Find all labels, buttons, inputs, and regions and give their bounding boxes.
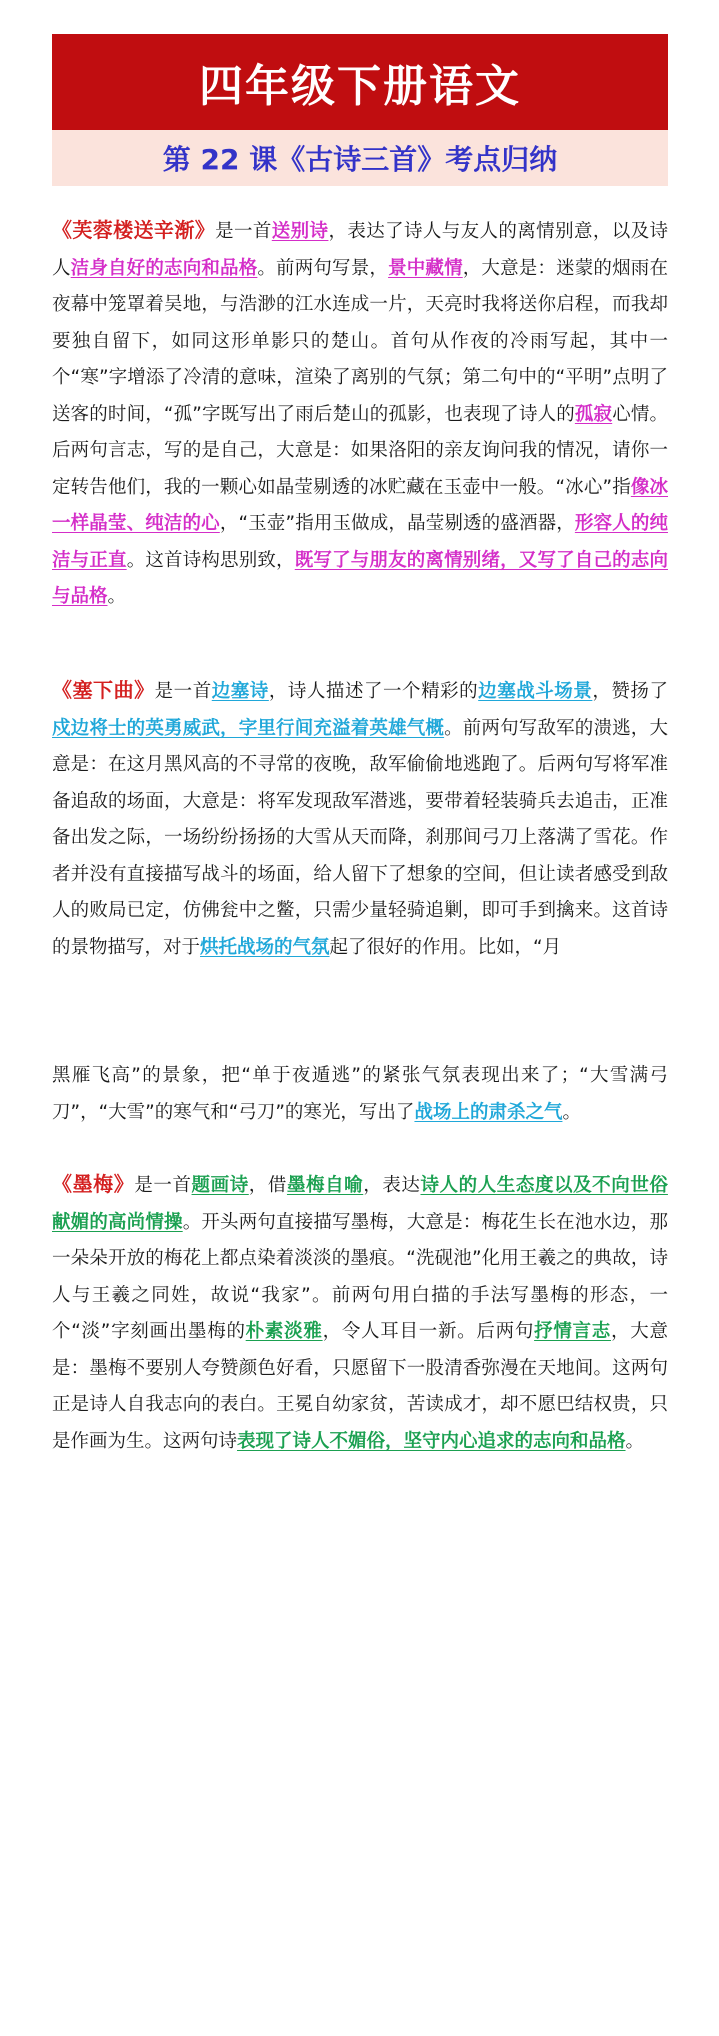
body-text: 。这首诗构思别致，: [126, 549, 295, 571]
body-text: ，大意是：迷蒙的烟雨在夜幕中笼罩着吴地，与浩渺的江水连成一片，天亮时我将送你启程，而我却要独自留下，如同这形单影只的楚山。首句从作夜的冷雨写起，其中一个“寒”字增添了冷清的意味，渲染了离别的气氛；第二句中的“平明”点明了送客的时间，“孤”字既写出了雨后楚山的孤影，也表现了诗人的: [52, 257, 668, 425]
key-point: 景中藏情: [388, 257, 463, 279]
poem-section-momei: [52, 1166, 668, 1460]
body-text: 。: [107, 586, 127, 607]
page-subtitle: 第 22 课《古诗三首》考点归纳: [52, 130, 668, 186]
body-text: ，借: [248, 1175, 287, 1196]
body-text: 。开头两句直接描写墨梅，大意是：梅花生长在池水边，那一朵朵开放的梅花上都点染着淡淡的墨痕。“洗砚池”化用王羲之的典故，诗人与王羲之同姓，故说“我家”。前两句用白描的手法写墨梅的形态，一个“淡”字刻画出墨梅的: [52, 1211, 668, 1342]
body-text: 是一首: [154, 681, 212, 702]
key-point: 表现了诗人不媚俗，坚守内心追求的志向和品格: [237, 1430, 626, 1452]
key-point: 战场上的肃杀之气: [414, 1101, 563, 1123]
key-point: 像冰一样晶莹、纯洁的心: [52, 476, 668, 534]
key-point: 孤寂: [574, 403, 613, 425]
body-text: ，“玉壶”指用玉做成，晶莹剔透的盛酒器，: [219, 513, 575, 534]
poem-title: 《塞下曲》: [52, 678, 155, 702]
body-text: 。: [562, 1101, 581, 1123]
poem-section-furonglou: [52, 212, 668, 616]
key-point: 送别诗: [271, 221, 329, 242]
key-point: 边塞战斗场景: [478, 681, 593, 702]
key-point: 洁身自好的志向和品格: [70, 257, 258, 279]
key-point: 题画诗: [191, 1175, 249, 1196]
poem-title: 《墨梅》: [52, 1172, 135, 1196]
body-text: 黑雁飞高”的景象，把“单于夜遁逃”的紧张气氛表现出来了；“大雪满弓刀”，“大雪”的寒气和“弓刀”的寒光，写出了: [52, 1065, 668, 1123]
body-text: 。前两句写敌军的溃逃，大意是：在这月黑风高的不寻常的夜晚，敌军偷偷地逃跑了。后两句写将军准备追敌的场面，大意是：将军发现敌军潜逃，要带着轻装骑兵去追击，正准备出发之际，一场纷纷扬扬的大雪从天而降，刹那间弓刀上落满了雪花。作者并没有直接描写战斗的场面，给人留下了想象的空间，但让读者感受到敌人的败局已定，仿佛瓮中之鳖，只需少量轻骑追剿，即可手到擒来。这首诗的景物描写，对于: [52, 717, 668, 958]
key-point: 边塞诗: [211, 681, 269, 702]
key-point: 朴素淡雅: [245, 1321, 323, 1342]
body-text: 是一首: [215, 221, 272, 242]
key-point: 既写了与朋友的离情别绪，又写了自己的志向与品格: [52, 549, 668, 607]
body-text: 起了很好的作用。比如，“月: [329, 936, 562, 958]
body-text: 。: [625, 1430, 645, 1452]
poem-section-saixiaqu-continued: [52, 1058, 668, 1131]
page-title: 四年级下册语文: [52, 34, 668, 130]
poem-title: 《芙蓉楼送辛渐》: [52, 218, 216, 242]
body-text: 是一首: [134, 1175, 192, 1196]
key-point: 诗人的人生态度以及不向世俗献媚的高尚情操: [52, 1175, 668, 1233]
body-text: ，令人耳目一新。后两句: [322, 1321, 535, 1342]
body-text: ，赞扬了: [592, 681, 668, 702]
body-text: 心情。后两句言志，写的是自己，大意是：如果洛阳的亲友询问我的情况，请你一定转告他们，我的一颗心如晶莹剔透的冰贮藏在玉壶中一般。“冰心”指: [52, 403, 668, 498]
key-point: 抒情言志: [534, 1321, 612, 1342]
body-text: ，大意是：墨梅不要别人夸赞颜色好看，只愿留下一股清香弥漫在天地间。这两句正是诗人自我志向的表白。王冕自幼家贫，苦读成才，却不愿巴结权贵，只是作画为生。这两句诗: [52, 1321, 668, 1452]
key-point: 戍边将士的英勇威武，字里行间充溢着英雄气概: [52, 717, 445, 739]
key-point: 烘托战场的气氛: [200, 936, 330, 958]
body-text: ，表达: [363, 1175, 421, 1196]
body-text: 。前两句写景，: [257, 257, 389, 279]
poem-section-saixiaqu: [52, 672, 668, 966]
key-point: 形容人的纯洁与正直: [52, 513, 668, 571]
body-text: ，表达了诗人与友人的离情别意，以及诗人: [52, 221, 668, 279]
body-text: ，诗人描述了一个精彩的: [268, 681, 479, 702]
key-point: 墨梅自喻: [286, 1175, 364, 1196]
